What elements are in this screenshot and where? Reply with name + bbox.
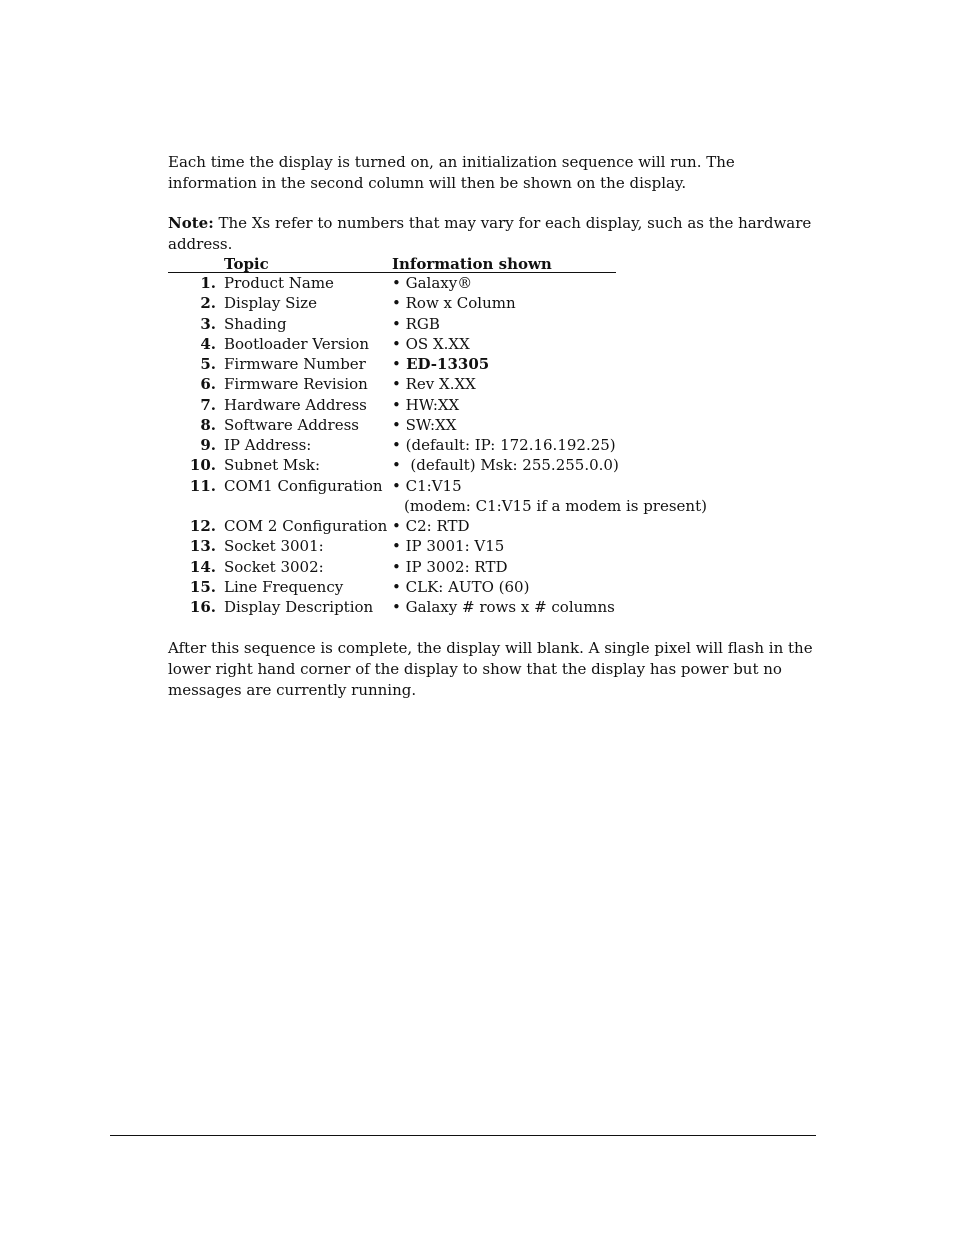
note-text: The Xs refer to numbers that may vary for each display, such as the hardware address.	[168, 214, 812, 253]
bullet-icon: •	[392, 557, 401, 576]
row-number: 8.	[200, 415, 216, 434]
bullet-icon: •	[392, 314, 401, 333]
table-row	[168, 415, 688, 435]
row-number: 1.	[200, 274, 216, 292]
row-number: 13.	[189, 537, 216, 556]
row-topic: Display Description	[224, 598, 374, 616]
row-info: • C1:V15	[392, 476, 462, 495]
row-info: • IP 3001: V15	[392, 537, 505, 556]
bullet-icon: •	[392, 436, 401, 454]
table-row	[168, 354, 688, 374]
bullet-icon: •	[392, 456, 401, 475]
row-info-continuation: (modem: C1:V15 if a modem is present)	[404, 496, 707, 515]
row-topic: Bootloader Version	[224, 334, 369, 353]
bullet-icon: •	[392, 577, 401, 596]
bullet-icon: •	[392, 476, 401, 495]
note-paragraph	[168, 213, 818, 255]
row-topic: COM 2 Configuration	[224, 517, 388, 535]
bullet-icon: •	[392, 537, 401, 556]
row-number: 5.	[200, 355, 216, 373]
table-row	[168, 455, 688, 475]
row-number: 9.	[200, 436, 216, 454]
bullet-icon: •	[392, 294, 401, 313]
row-topic: COM1 Configuration	[224, 476, 383, 495]
row-number: 3.	[200, 314, 216, 333]
row-info: • OS X.XX	[392, 334, 470, 353]
row-info: • (default) Msk: 255.255.0.0)	[392, 456, 619, 475]
row-topic: Shading	[224, 314, 287, 333]
header-topic: Topic	[224, 255, 269, 273]
row-topic: Software Address	[224, 415, 359, 434]
row-topic: Firmware Revision	[224, 375, 368, 394]
note-label: Note:	[168, 214, 214, 232]
table-row	[168, 557, 688, 577]
row-number: 12.	[189, 517, 216, 535]
bullet-icon: •	[392, 395, 401, 414]
table-row	[168, 536, 688, 556]
bullet-icon: •	[392, 274, 401, 292]
bullet-icon: •	[392, 415, 401, 434]
table-row	[168, 334, 688, 354]
table-row	[168, 395, 688, 415]
row-info: • Row x Column	[392, 294, 516, 313]
row-topic: Firmware Number	[224, 355, 366, 373]
row-topic: IP Address:	[224, 436, 312, 454]
bullet-icon: •	[392, 598, 401, 616]
row-topic: Socket 3002:	[224, 557, 324, 576]
table-row	[168, 374, 688, 394]
row-info: • Rev X.XX	[392, 375, 476, 394]
row-topic: Socket 3001:	[224, 537, 324, 556]
table-row	[168, 577, 688, 597]
row-topic: Subnet Msk:	[224, 456, 321, 475]
table-row	[168, 476, 707, 517]
table-row	[168, 597, 688, 617]
intro-paragraph: Each time the display is turned on, an initialization sequence will run. The information in the second column will then be shown on the display.	[168, 153, 735, 192]
bullet-icon: •	[392, 334, 401, 353]
row-number: 2.	[200, 294, 216, 313]
row-number: 10.	[189, 456, 216, 475]
row-info: • SW:XX	[392, 415, 457, 434]
bullet-icon: •	[392, 517, 401, 535]
row-number: 14.	[189, 557, 216, 576]
row-number: 11.	[189, 476, 216, 495]
table-row	[168, 293, 688, 313]
row-topic: Line Frequency	[224, 577, 344, 596]
row-topic: Display Size	[224, 294, 317, 313]
row-topic: Hardware Address	[224, 395, 367, 414]
table-row	[168, 435, 688, 455]
table-row	[168, 516, 688, 536]
row-info: • Galaxy®	[392, 274, 473, 292]
row-info: • (default: IP: 172.16.192.25)	[392, 436, 616, 454]
header-information-shown: Information shown	[392, 255, 552, 273]
footer-divider	[110, 1135, 816, 1136]
initialization-sequence-table	[168, 254, 707, 617]
table-row	[168, 314, 688, 334]
row-number: 7.	[200, 395, 216, 414]
row-number: 4.	[200, 334, 216, 353]
row-number: 16.	[189, 598, 216, 616]
bullet-icon: •	[392, 355, 401, 373]
row-topic: Product Name	[224, 274, 334, 292]
row-info: • IP 3002: RTD	[392, 557, 508, 576]
row-info: • C2: RTD	[392, 517, 470, 535]
row-info: • ED-13305	[392, 355, 490, 373]
bullet-icon: •	[392, 375, 401, 394]
table-header	[168, 254, 616, 273]
outro-paragraph: After this sequence is complete, the display will blank. A single pixel will flash in the lower right hand corner of the display to show that the display has power but no messages are currently running.	[168, 639, 813, 699]
table-row	[168, 273, 688, 293]
row-info: • CLK: AUTO (60)	[392, 577, 530, 596]
row-info: • RGB	[392, 314, 440, 333]
row-number: 6.	[200, 375, 216, 394]
row-info: • HW:XX	[392, 395, 460, 414]
row-info: • Galaxy # rows x # columns	[392, 598, 615, 616]
row-number: 15.	[189, 577, 216, 596]
